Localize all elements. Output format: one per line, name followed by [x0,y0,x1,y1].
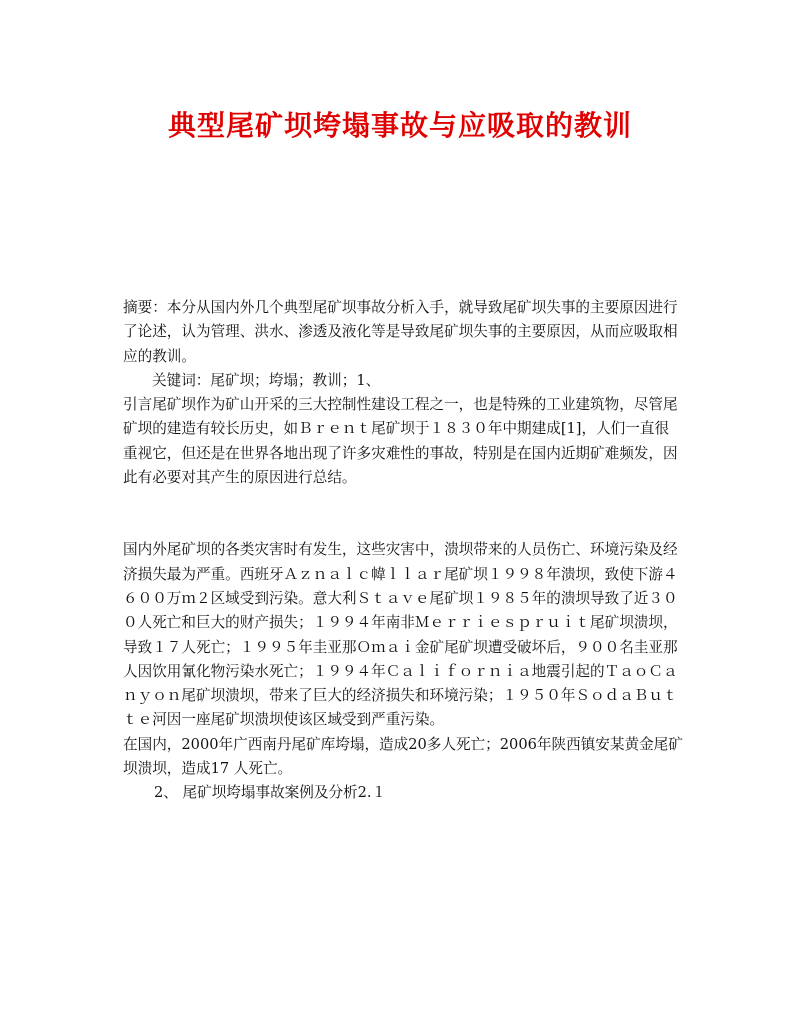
section-heading: 2、 尾矿坝垮塌事故案例及分析2.１ [154,784,387,802]
document-body [123,296,683,806]
foreign-accidents-paragraph: 国内外尾矿坝的各类灾害时有发生，这些灾害中，溃坝带来的人员伤亡、环境污染及经济损失最为严重。西班牙Ａｚｎａｌｃ幃ｌｌａｒ尾矿坝１９９８年溃坝，致使下游４６００万ｍ２区域受到污染。意大利Ｓｔａｖｅ尾矿坝１９８５年的溃坝导致了近３００人死亡和巨大的财产损失；１９９４年南非Ｍｅｒｒｉｅｓｐｒｕｉｔ尾矿坝溃坝，导致１７人死亡；１９９５年圭亚那Ｏｍａｉ金矿尾矿坝遭受破坏后，９００名圭亚那人因饮用氰化物污染水死亡；１９９４年Ｃａｌｉｆｏｒｎｉａ地震引起的ＴａｏＣａｎｙｏｎ尾矿坝溃坝，带来了巨大的经济损失和环境污染；１９５０年ＳｏｄａＢｕｔｔｅ河因一座尾矿坝溃坝使该区域受到严重污染。 [123,541,678,729]
keywords-line: 关键词：尾矿坝；垮塌；教训；1、 [152,371,381,389]
domestic-accidents-paragraph: 在国内，2000年广西南丹尾矿库垮塌，造成20多人死亡；2006年陕西镇安某黄金尾矿坝溃坝，造成17 人死亡。 [123,735,683,778]
introduction-paragraph: 引言尾矿坝作为矿山开采的三大控制性建设工程之一，也是特殊的工业建筑物，尽管尾矿坝的建造有较长历史，如Ｂｒｅｎｔ尾矿坝于１８３０年中期建成[1]，人们一直很重视它，但还是在世界各地出现了许多灾难性的事故，特别是在国内近期矿难频发，因此有必要对其产生的原因进行总结。 [123,396,678,487]
document-title: 典型尾矿坝垮塌事故与应吸取的教训 [167,109,632,142]
paragraph-spacer [123,490,683,538]
abstract-paragraph: 摘要：本分从国内外几个典型尾矿坝事故分析入手，就导致尾矿坝失事的主要原因进行了论述，认为管理、洪水、渗透及液化等是导致尾矿坝失事的主要原因，从而应吸取相应的教训。 [123,299,678,365]
